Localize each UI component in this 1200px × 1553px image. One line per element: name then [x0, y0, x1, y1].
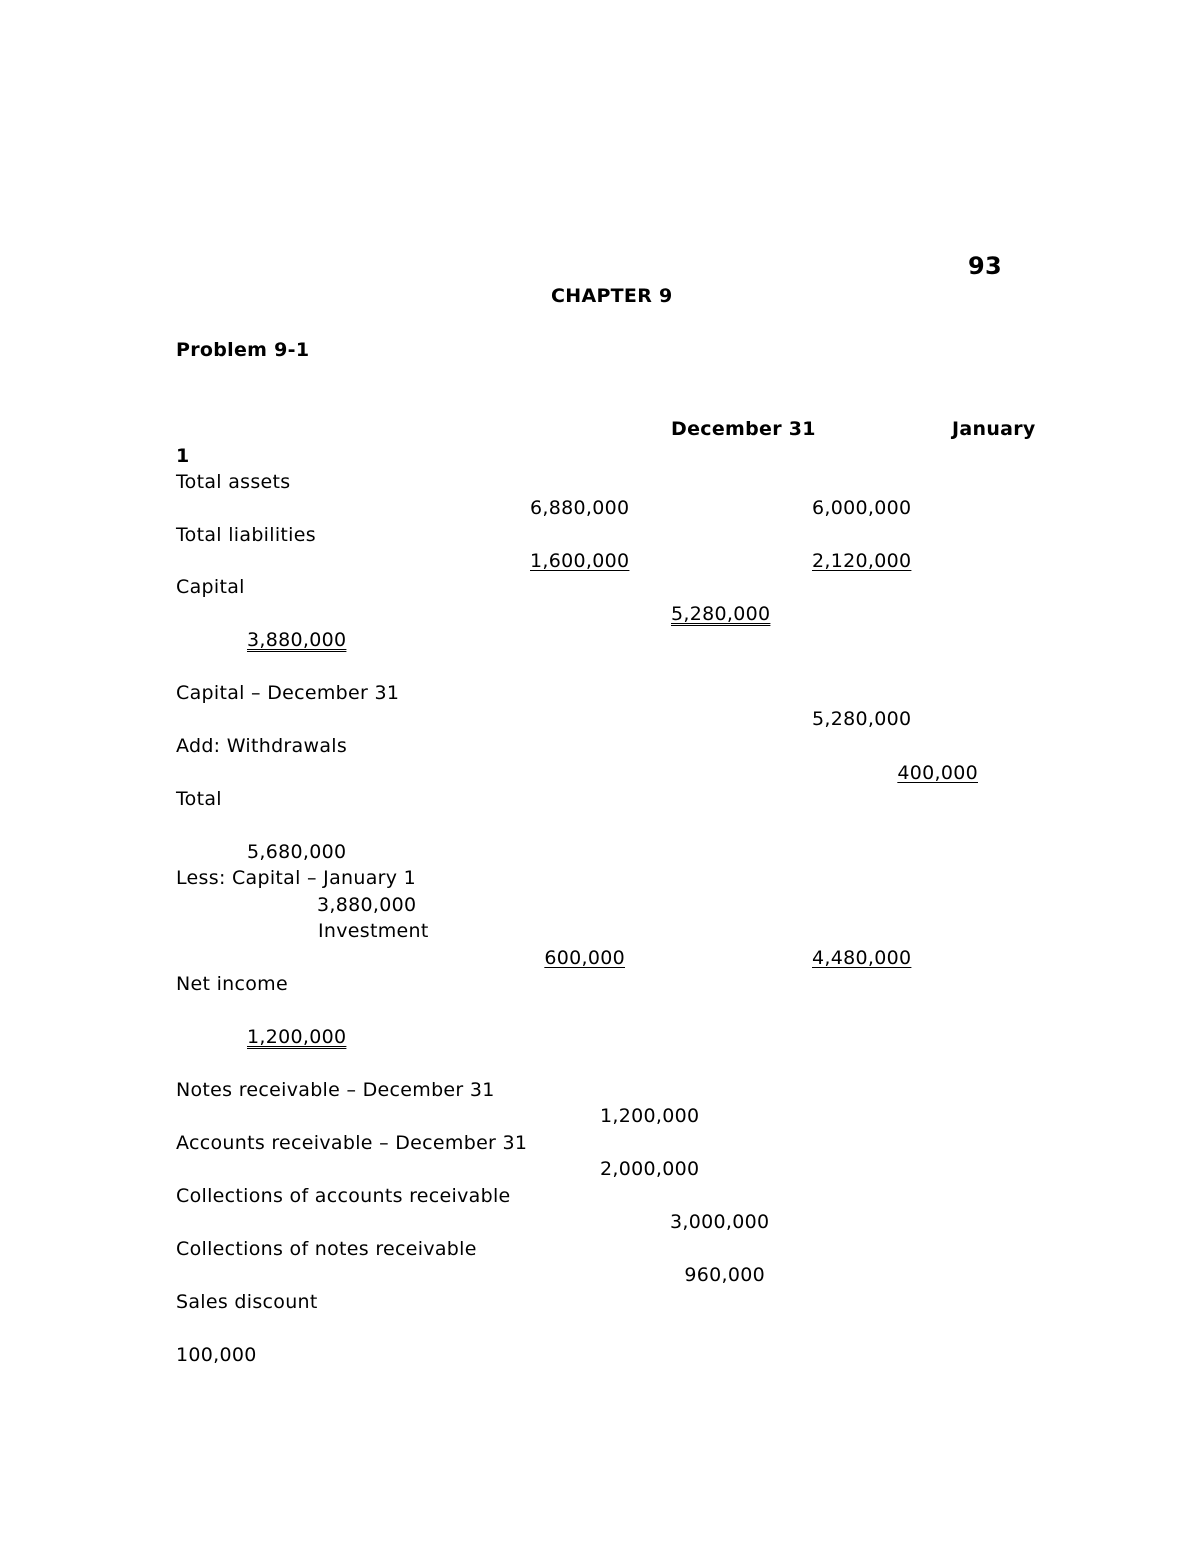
collections-accounts-value: 3,000,000 [670, 1211, 770, 1233]
total-assets-december: 6,880,000 [530, 497, 630, 519]
accounts-receivable-label: Accounts receivable – December 31 [176, 1132, 528, 1154]
capital-december: 5,280,000 [671, 603, 771, 625]
total-liabilities-december: 1,600,000 [530, 550, 630, 572]
page-number: 93 [968, 252, 1002, 280]
problem-title: Problem 9-1 [176, 339, 310, 361]
collections-notes-label: Collections of notes receivable [176, 1238, 477, 1260]
column-header-january: January [952, 418, 1036, 440]
capital-december-value: 5,280,000 [812, 708, 912, 730]
capital-december-label: Capital – December 31 [176, 682, 400, 704]
notes-receivable-value: 1,200,000 [600, 1105, 700, 1127]
collections-notes-value: 960,000 [684, 1264, 765, 1286]
capital-january: 3,880,000 [247, 629, 347, 651]
total-label: Total [176, 788, 222, 810]
capital-label: Capital [176, 576, 245, 598]
collections-accounts-label: Collections of accounts receivable [176, 1185, 511, 1207]
less-capital-january-label: Less: Capital – January 1 [176, 867, 417, 889]
chapter-title: CHAPTER 9 [551, 285, 673, 307]
net-income-label: Net income [176, 973, 288, 995]
less-capital-january-value: 3,880,000 [317, 894, 417, 916]
accounts-receivable-value: 2,000,000 [600, 1158, 700, 1180]
withdrawals-value: 400,000 [897, 762, 978, 784]
total-value: 5,680,000 [247, 841, 347, 863]
total-liabilities-label: Total liabilities [176, 524, 316, 546]
column-header-december: December 31 [671, 418, 816, 440]
sales-discount-label: Sales discount [176, 1291, 318, 1313]
total-assets-label: Total assets [176, 471, 291, 493]
column-header-january-wrap: 1 [176, 445, 190, 467]
investment-value-a: 600,000 [544, 947, 625, 969]
investment-value-b: 4,480,000 [812, 947, 912, 969]
total-liabilities-january: 2,120,000 [812, 550, 912, 572]
investment-label: Investment [318, 920, 429, 942]
notes-receivable-label: Notes receivable – December 31 [176, 1079, 495, 1101]
withdrawals-label: Add: Withdrawals [176, 735, 348, 757]
net-income-value: 1,200,000 [247, 1026, 347, 1048]
sales-discount-value: 100,000 [176, 1344, 257, 1366]
total-assets-january: 6,000,000 [812, 497, 912, 519]
